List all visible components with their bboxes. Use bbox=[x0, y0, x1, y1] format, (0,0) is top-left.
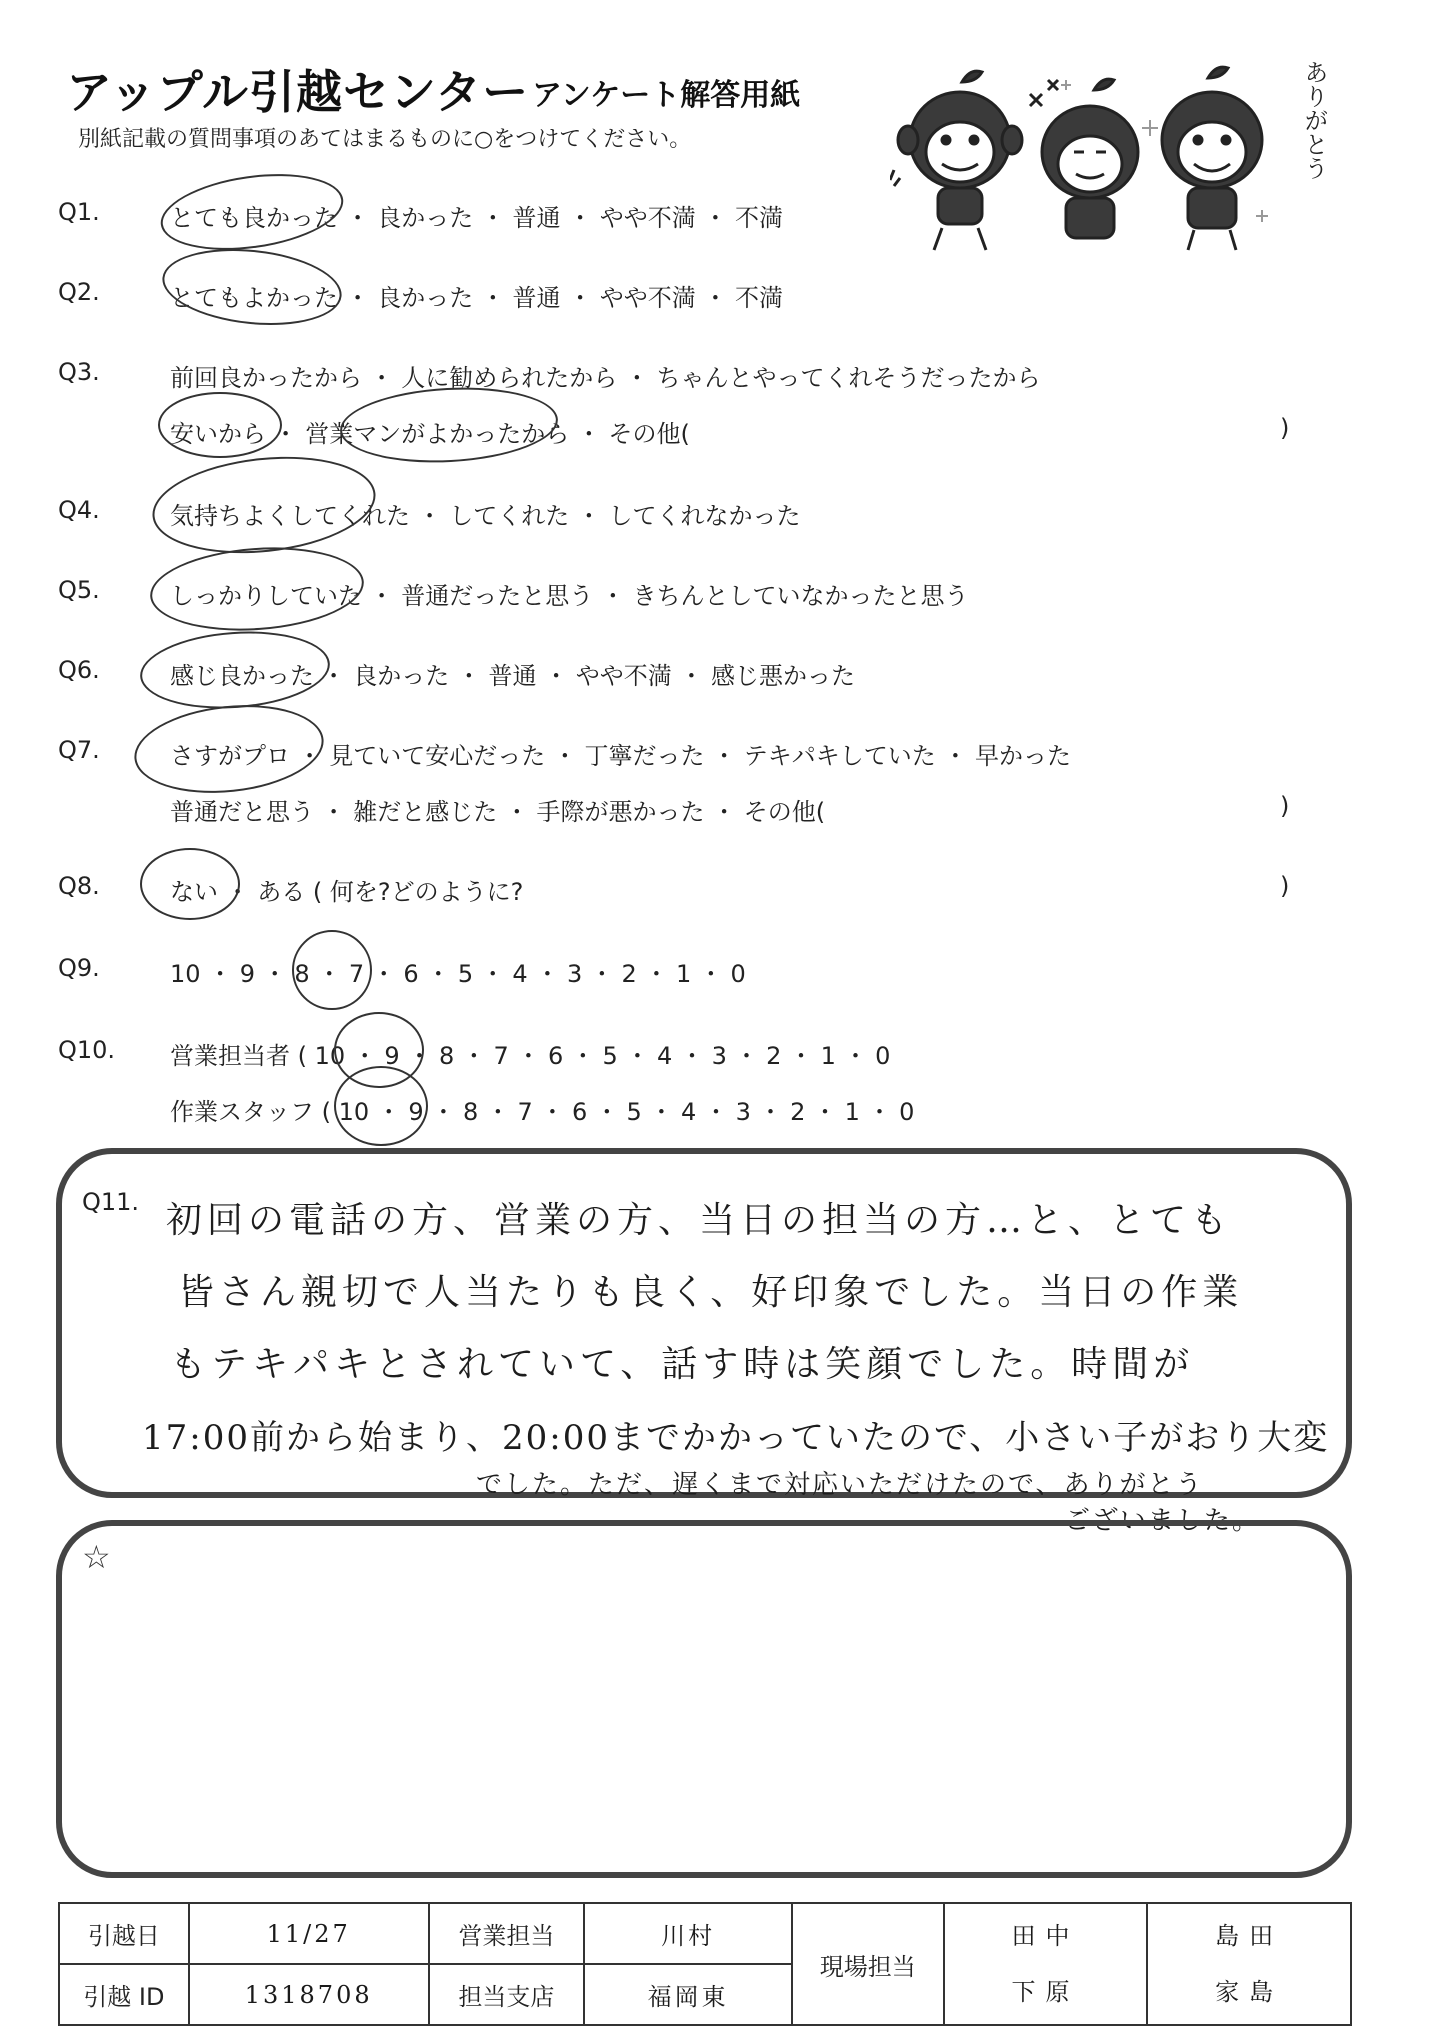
monkey-3-icon bbox=[1162, 67, 1262, 250]
q4-number: Q4. bbox=[58, 496, 100, 524]
sales-staff-label: 営業担当 bbox=[429, 1903, 585, 1964]
q7-options-line1: さすがプロ ・ 見ていて安心だった ・ 丁寧だった ・ テキパキしていた ・ 早かった bbox=[170, 742, 1072, 770]
site-staff-value-2: 島田 家島 bbox=[1147, 1903, 1351, 2025]
monkey-2-icon bbox=[1030, 79, 1138, 238]
form-title: アップル引越センター bbox=[66, 65, 530, 119]
q11-label: Q11. bbox=[82, 1188, 140, 1216]
q6-number: Q6. bbox=[58, 656, 100, 684]
q10-sales-options: 営業担当者 ( 10 ・ 9 ・ 8 ・ 7 ・ 6 ・ 5 ・ 4 ・ 3 ・ 2 ・ 1 ・ 0 bbox=[170, 1042, 891, 1070]
q1-number: Q1. bbox=[58, 198, 100, 226]
q2-options: とてもよかった ・ 良かった ・ 普通 ・ やや不満 ・ 不満 bbox=[170, 284, 784, 312]
q3-number: Q3. bbox=[58, 358, 100, 386]
move-info-table bbox=[58, 1902, 1352, 2026]
q3-close-paren: ) bbox=[1280, 414, 1290, 442]
sales-staff-value: 川村 bbox=[584, 1903, 792, 1964]
q11-comment-line: ございました。 bbox=[1064, 1506, 1261, 1536]
branch-label: 担当支店 bbox=[429, 1964, 585, 2025]
site-staff-value-1: 田中 下原 bbox=[944, 1903, 1148, 2025]
move-id-value: 1318708 bbox=[189, 1964, 429, 2025]
star-comment-box bbox=[56, 1520, 1352, 1878]
form-subtitle: アンケート解答用紙 bbox=[532, 78, 801, 113]
q3-options-line2: 安いから ・ 営業マンがよかったから ・ その他( bbox=[170, 420, 690, 448]
q4-options: 気持ちよくしてくれた ・ してくれた ・ してくれなかった bbox=[170, 502, 801, 530]
q2-number: Q2. bbox=[58, 278, 100, 306]
site-staff-label: 現場担当 bbox=[792, 1903, 944, 2025]
mascot-thanks-text: ありがとう bbox=[1300, 60, 1328, 180]
q11-comment-line: もテキパキとされていて、話す時は笑顔でした。時間が bbox=[170, 1344, 1195, 1385]
q8-number: Q8. bbox=[58, 872, 100, 900]
q10-staff-options: 作業スタッフ ( 10 ・ 9 ・ 8 ・ 7 ・ 6 ・ 5 ・ 4 ・ 3 ・ 2 ・ 1 ・ 0 bbox=[170, 1098, 915, 1126]
move-date-label: 引越日 bbox=[59, 1903, 189, 1964]
q6-options: 感じ良かった ・ 良かった ・ 普通 ・ やや不満 ・ 感じ悪かった bbox=[170, 662, 856, 690]
q10-number: Q10. bbox=[58, 1036, 116, 1064]
star-icon: ☆ bbox=[82, 1538, 111, 1576]
q11-comment-line: 初回の電話の方、営業の方、当日の担当の方…と、とても bbox=[166, 1200, 1233, 1241]
q5-options: しっかりしていた ・ 普通だったと思う ・ きちんとしていなかったと思う bbox=[170, 582, 969, 610]
q9-number: Q9. bbox=[58, 954, 100, 982]
instruction-text: 別紙記載の質問事項のあてはまるものに○をつけてください。 bbox=[78, 127, 692, 152]
q11-comment-line: 皆さん親切で人当たりも良く、好印象でした。当日の作業 bbox=[178, 1272, 1244, 1313]
q8-options: ない ・ ある ( 何を?どのように? bbox=[170, 878, 524, 906]
q3-options-line1: 前回良かったから ・ 人に勧められたから ・ ちゃんとやってくれそうだったから bbox=[170, 364, 1041, 392]
monkey-1-icon bbox=[890, 71, 1022, 250]
q11-comment-line: でした。ただ、遅くまで対応いただけたので、ありがとう bbox=[476, 1470, 1204, 1500]
move-id-label: 引越 ID bbox=[59, 1964, 189, 2025]
q7-options-line2: 普通だと思う ・ 雑だと感じた ・ 手際が悪かった ・ その他( bbox=[170, 798, 826, 826]
branch-value: 福岡東 bbox=[584, 1964, 792, 2025]
q7-number: Q7. bbox=[58, 736, 100, 764]
mascot-illustration bbox=[890, 60, 1330, 260]
q5-number: Q5. bbox=[58, 576, 100, 604]
move-date-value: 11/27 bbox=[189, 1903, 429, 1964]
q11-comment-line: 17:00前から始まり、20:00までかかっていたので、小さい子がおり大変 bbox=[142, 1418, 1330, 1458]
q9-options: 10 ・ 9 ・ 8 ・ 7 ・ 6 ・ 5 ・ 4 ・ 3 ・ 2 ・ 1 ・ 0 bbox=[170, 960, 746, 988]
q7-close-paren: ) bbox=[1280, 792, 1290, 820]
q8-close-paren: ) bbox=[1280, 872, 1290, 900]
q1-options: とても良かった ・ 良かった ・ 普通 ・ やや不満 ・ 不満 bbox=[170, 204, 784, 232]
